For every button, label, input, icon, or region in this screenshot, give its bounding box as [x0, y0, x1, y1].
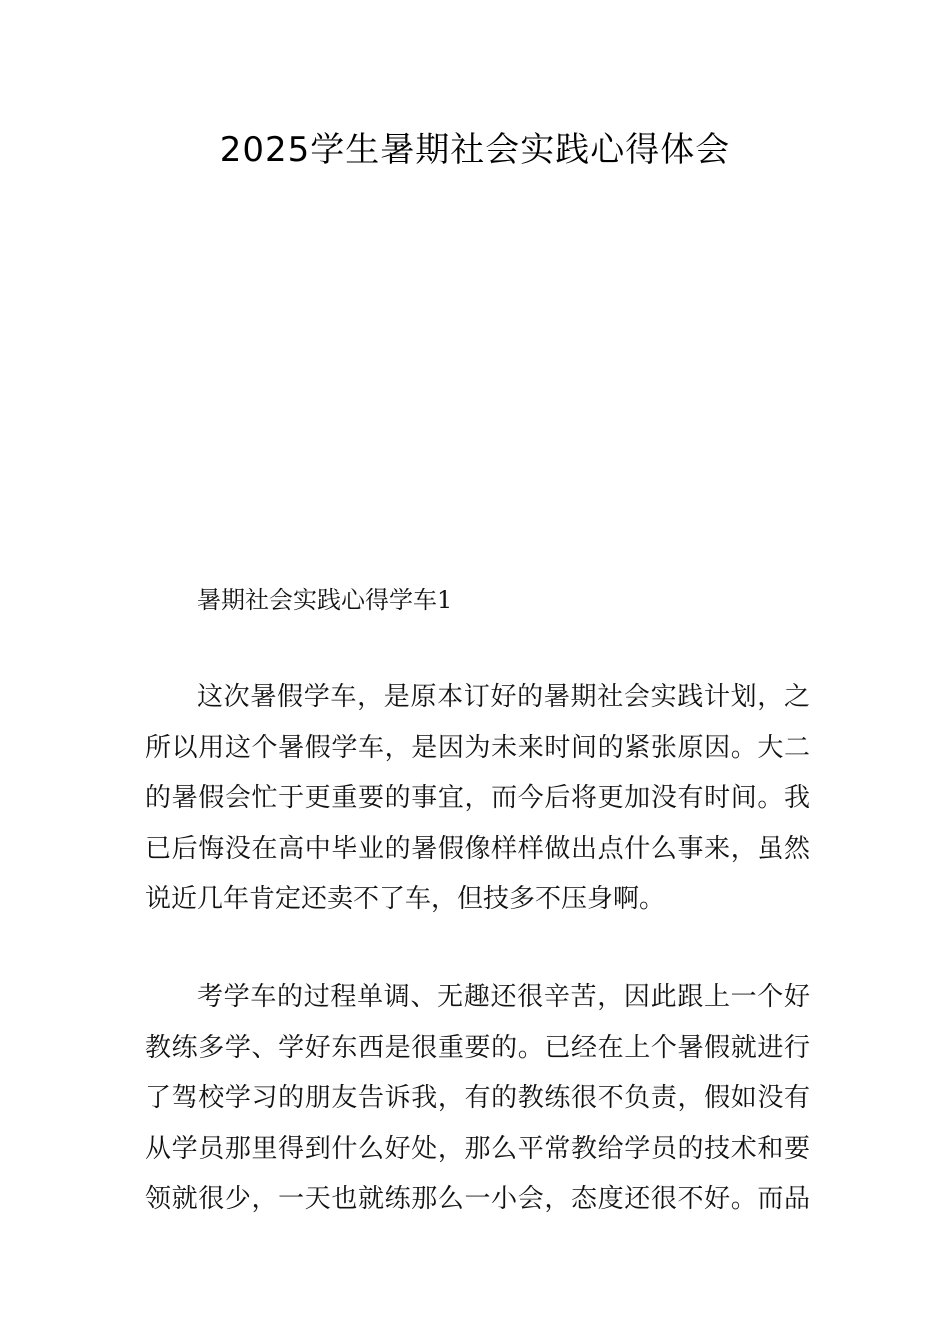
paragraph-line: 的暑假会忙于更重要的事宜，而今后将更加没有时间。我 — [145, 783, 810, 813]
paragraph-line: 教练多学、学好东西是很重要的。已经在上个暑假就进行 — [145, 1032, 810, 1063]
paragraph-line: 说近几年肯定还卖不了车，但技多不压身啊。 — [145, 884, 666, 914]
paragraph-line: 已后悔没在高中毕业的暑假像样样做出点什么事来，虽然 — [145, 833, 810, 864]
paragraph — [145, 972, 810, 1225]
section-heading: 暑期社会实践心得学车1 — [197, 586, 453, 614]
paragraph-line: 考学车的过程单调、无趣还很辛苦，因此跟上一个好 — [197, 982, 810, 1012]
paragraph-line: 了驾校学习的朋友告诉我，有的教练很不负责，假如没有 — [145, 1083, 810, 1113]
paragraph — [145, 672, 810, 925]
paragraph-line: 这次暑假学车，是原本订好的暑期社会实践计划，之 — [197, 682, 810, 712]
paragraph-line: 领就很少，一天也就练那么一小会，态度还很不好。而品 — [145, 1184, 810, 1214]
document-title: 2025学生暑期社会实践心得体会 — [219, 130, 731, 170]
paragraph-line: 所以用这个暑假学车，是因为未来时间的紧张原因。大二 — [145, 732, 810, 763]
paragraph-line: 从学员那里得到什么好处，那么平常教给学员的技术和要 — [145, 1133, 810, 1164]
